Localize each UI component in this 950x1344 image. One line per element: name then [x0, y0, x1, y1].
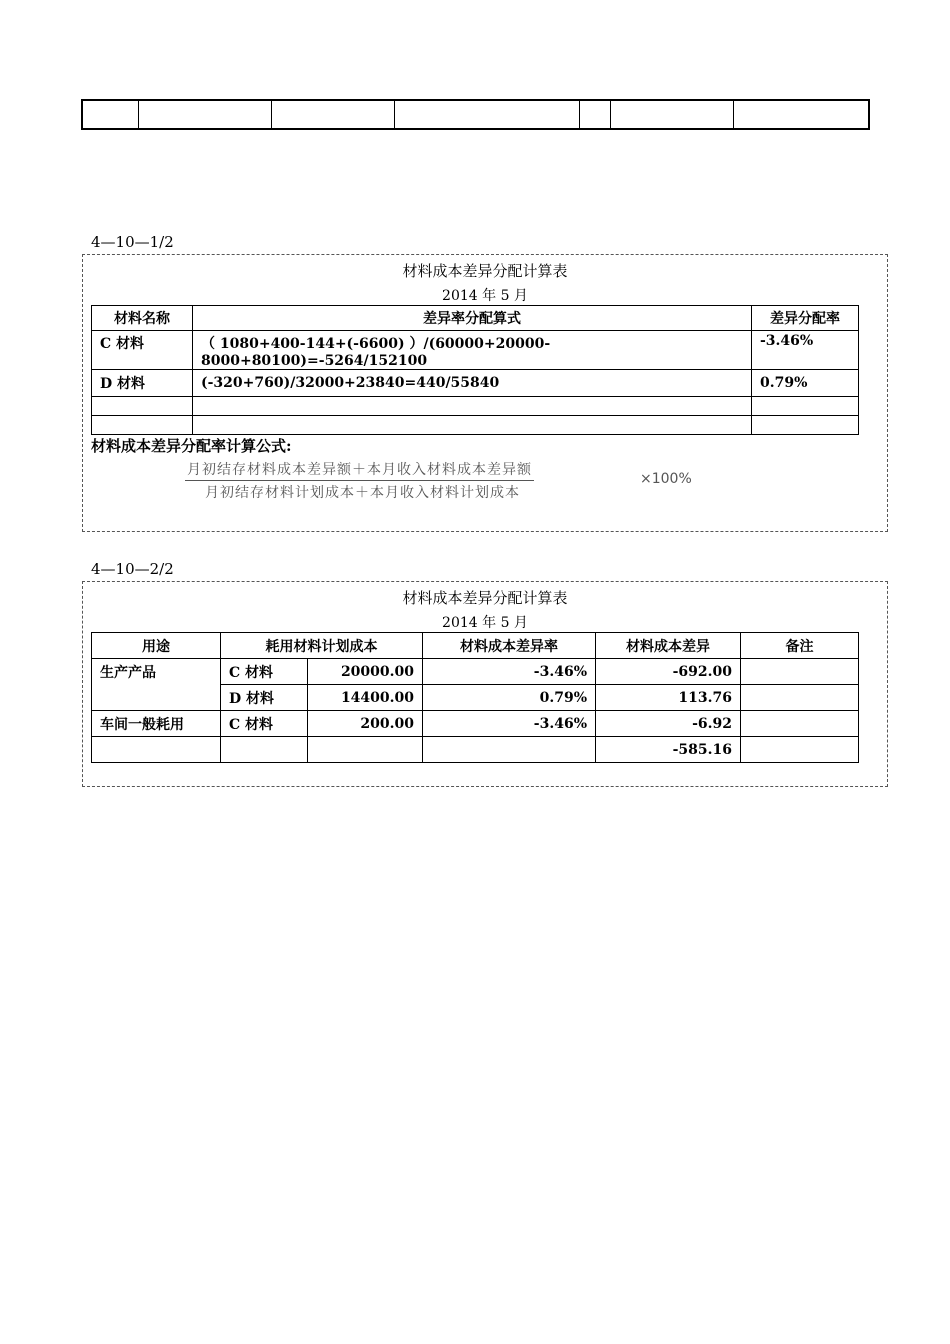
formula-numerator: 月初结存材料成本差异额＋本月收入材料成本差异额	[185, 459, 534, 481]
header-formula: 差异率分配算式	[193, 306, 752, 331]
material-name: D 材料	[92, 370, 193, 397]
rate-cell: -3.46%	[423, 711, 596, 737]
table-cell	[752, 416, 859, 435]
section-1-label: 4—10—1/2	[91, 233, 174, 251]
table-header-row	[92, 306, 859, 331]
rate-formula	[185, 459, 692, 502]
section-1-date: 2014 年 5 月	[442, 288, 528, 304]
table-cell	[752, 397, 859, 416]
table-cell	[92, 737, 221, 763]
table-cell	[611, 100, 734, 129]
table-row	[92, 331, 859, 370]
total-diff-cell: -585.16	[596, 737, 741, 763]
table-row	[92, 370, 859, 397]
header-rate: 差异分配率	[752, 306, 859, 331]
section-1-box	[82, 254, 888, 532]
formula-denominator: 月初结存材料计划成本＋本月收入材料计划成本	[205, 485, 520, 501]
table-cell	[139, 100, 272, 129]
note-cell	[741, 659, 859, 685]
total-row	[92, 737, 859, 763]
use-cell: 生产产品	[92, 659, 221, 711]
table-row	[92, 397, 859, 416]
header-material-name: 材料名称	[92, 306, 193, 331]
table-row	[92, 416, 859, 435]
allocation-rate-table	[91, 305, 859, 435]
use-cell: 车间一般耗用	[92, 711, 221, 737]
top-residual-table	[81, 99, 870, 130]
section-2-box	[82, 581, 888, 787]
cost-cell: 14400.00	[308, 685, 423, 711]
cost-cell: 200.00	[308, 711, 423, 737]
table-cell	[395, 100, 580, 129]
diff-cell: -692.00	[596, 659, 741, 685]
table-cell	[193, 416, 752, 435]
section-2-label: 4—10—2/2	[91, 560, 174, 578]
table-cell	[423, 737, 596, 763]
table-cell	[580, 100, 611, 129]
formula-cell: (-320+760)/32000+23840=440/55840	[193, 370, 752, 397]
table-cell	[272, 100, 395, 129]
table-header-row	[92, 633, 859, 659]
header-use: 用途	[92, 633, 221, 659]
header-diff-rate: 材料成本差异率	[423, 633, 596, 659]
section-2-title: 材料成本差异分配计算表	[402, 589, 568, 607]
table-cell	[92, 416, 193, 435]
material-cell: D 材料	[221, 685, 308, 711]
rate-cell: 0.79%	[423, 685, 596, 711]
table-cell	[734, 100, 870, 129]
table-cell	[741, 737, 859, 763]
material-name: C 材料	[92, 331, 193, 370]
formula-multiplier: ×100%	[640, 471, 692, 487]
note-cell	[741, 711, 859, 737]
table-cell	[82, 100, 139, 129]
rate-cell: 0.79%	[752, 370, 859, 397]
diff-cell: -6.92	[596, 711, 741, 737]
table-row	[92, 711, 859, 737]
header-note: 备注	[741, 633, 859, 659]
diff-cell: 113.76	[596, 685, 741, 711]
header-plan-cost: 耗用材料计划成本	[221, 633, 423, 659]
note-cell	[741, 685, 859, 711]
rate-cell: -3.46%	[752, 331, 859, 370]
table-cell	[193, 397, 752, 416]
header-diff: 材料成本差异	[596, 633, 741, 659]
material-cell: C 材料	[221, 711, 308, 737]
table-cell	[221, 737, 308, 763]
table-cell	[308, 737, 423, 763]
allocation-table	[91, 632, 859, 763]
cost-cell: 20000.00	[308, 659, 423, 685]
table-row	[92, 659, 859, 685]
formula-label: 材料成本差异分配率计算公式:	[91, 437, 292, 455]
section-1-title: 材料成本差异分配计算表	[402, 262, 568, 280]
formula-cell: （ 1080+400-144+(-6600) ）/(60000+20000-8000+80100)=-5264/152100	[193, 331, 752, 370]
section-2-date: 2014 年 5 月	[442, 615, 528, 631]
table-cell	[92, 397, 193, 416]
material-cell: C 材料	[221, 659, 308, 685]
rate-cell: -3.46%	[423, 659, 596, 685]
